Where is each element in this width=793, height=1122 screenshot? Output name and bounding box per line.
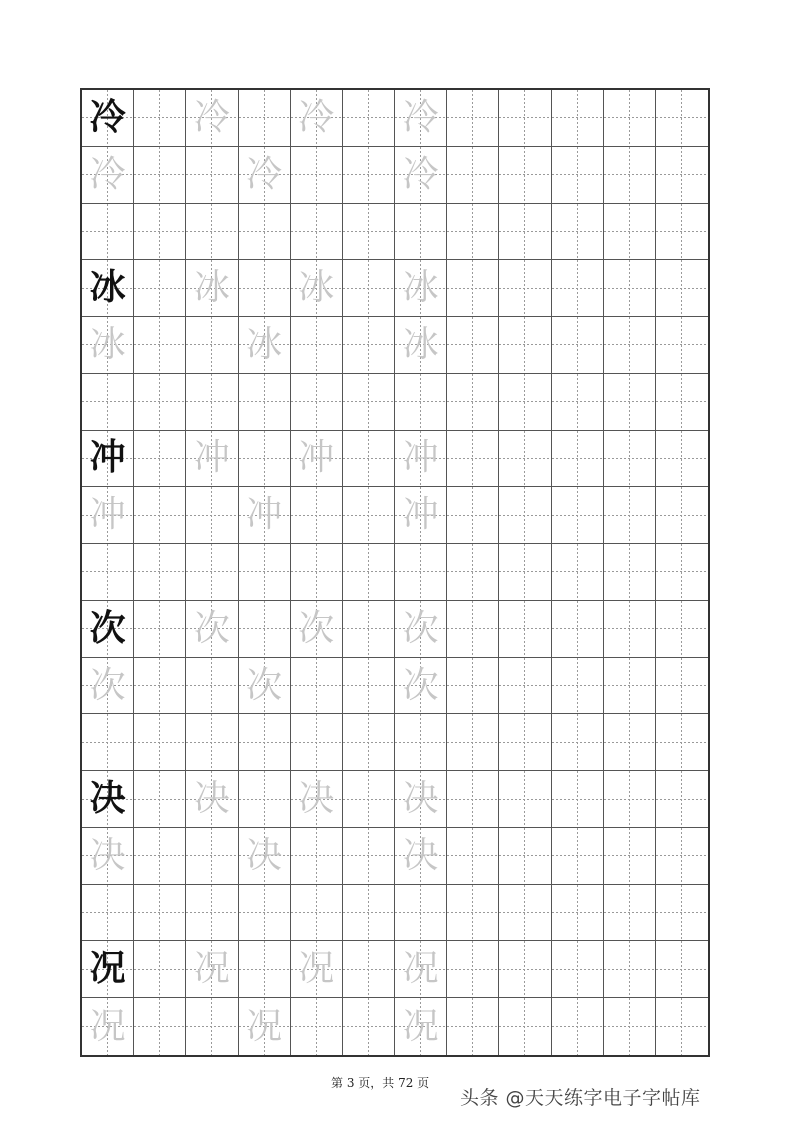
grid-cell: [239, 885, 291, 942]
grid-cell: [552, 885, 604, 942]
grid-cell: [186, 317, 238, 374]
grid-cell: [395, 544, 447, 601]
grid-cell: [499, 260, 551, 317]
grid-cell: [656, 204, 708, 261]
grid-cell: [395, 90, 447, 147]
grid-cell: [604, 828, 656, 885]
trace-character: 冷: [193, 96, 230, 138]
grid-cell: [82, 260, 134, 317]
grid-cell: [239, 317, 291, 374]
grid-cell: [395, 204, 447, 261]
grid-cell: [134, 487, 186, 544]
grid-cell: [291, 828, 343, 885]
grid-cell: [82, 601, 134, 658]
grid-cell: [552, 260, 604, 317]
grid-cell: [291, 204, 343, 261]
grid-cell: [395, 714, 447, 771]
grid-cell: [134, 431, 186, 488]
grid-cell: [395, 317, 447, 374]
grid-cell: [134, 147, 186, 204]
grid-cell: [447, 147, 499, 204]
grid-cell: [343, 90, 395, 147]
grid-cell: [82, 714, 134, 771]
grid-cell: [552, 658, 604, 715]
grid-cell: [499, 317, 551, 374]
grid-cell: [447, 317, 499, 374]
grid-cell: [604, 998, 656, 1055]
grid-cell: [291, 374, 343, 431]
grid-cell: [499, 771, 551, 828]
grid-cell: [656, 90, 708, 147]
grid-cell: [134, 941, 186, 998]
grid-cell: [239, 260, 291, 317]
grid-cell: [134, 260, 186, 317]
grid-cell: [134, 828, 186, 885]
grid-cell: [656, 601, 708, 658]
grid-cell: [291, 714, 343, 771]
trace-character: 次: [89, 664, 126, 706]
grid-cell: [82, 374, 134, 431]
grid-cell: [82, 90, 134, 147]
grid-cell: [186, 601, 238, 658]
grid-cell: [604, 941, 656, 998]
trace-character: 冲: [89, 494, 126, 536]
grid-cell: [499, 544, 551, 601]
grid-cell: [656, 431, 708, 488]
grid-cell: [499, 828, 551, 885]
grid-cell: [82, 317, 134, 374]
trace-character: 次: [402, 607, 439, 649]
grid-cell: [604, 317, 656, 374]
grid-cell: [447, 658, 499, 715]
grid-cell: [343, 374, 395, 431]
grid-cell: [604, 544, 656, 601]
trace-character: 次: [193, 607, 230, 649]
grid-cell: [134, 885, 186, 942]
grid-cell: [656, 147, 708, 204]
grid-cell: [186, 431, 238, 488]
grid-cell: [82, 885, 134, 942]
grid-cell: [552, 317, 604, 374]
trace-character: 决: [402, 778, 439, 820]
grid-cell: [656, 374, 708, 431]
grid-cell: [447, 204, 499, 261]
grid-cell: [343, 941, 395, 998]
grid-cell: [291, 487, 343, 544]
grid-cell: [656, 714, 708, 771]
grid-cell: [291, 998, 343, 1055]
grid-cell: [656, 998, 708, 1055]
model-character: 次: [89, 607, 126, 649]
grid-cell: [447, 260, 499, 317]
grid-cell: [499, 714, 551, 771]
grid-cell: [239, 771, 291, 828]
grid-cell: [134, 658, 186, 715]
grid-cell: [343, 431, 395, 488]
grid-cell: [447, 374, 499, 431]
grid-cell: [499, 885, 551, 942]
grid-cell: [343, 828, 395, 885]
trace-character: 决: [246, 834, 283, 876]
grid-cell: [291, 601, 343, 658]
grid-cell: [656, 828, 708, 885]
model-character: 冰: [89, 267, 126, 309]
grid-cell: [82, 828, 134, 885]
model-character: 冷: [89, 96, 126, 138]
grid-cell: [291, 658, 343, 715]
trace-character: 冲: [402, 494, 439, 536]
grid-cell: [239, 998, 291, 1055]
grid-cell: [499, 601, 551, 658]
trace-character: 决: [89, 834, 126, 876]
watermark: 头条 @天天练字电子字帖库: [460, 1087, 701, 1109]
grid-cell: [186, 374, 238, 431]
trace-character: 冲: [193, 437, 230, 479]
trace-character: 次: [246, 664, 283, 706]
trace-character: 冲: [298, 437, 335, 479]
grid-cell: [291, 885, 343, 942]
grid-cell: [447, 90, 499, 147]
grid-cell: [499, 487, 551, 544]
page-number: 第 3 页，共 72 页: [331, 1076, 430, 1090]
grid-cell: [134, 771, 186, 828]
grid-cell: [395, 658, 447, 715]
grid-cell: [186, 204, 238, 261]
grid-cell: [82, 941, 134, 998]
grid-cell: [656, 771, 708, 828]
grid-cell: [343, 658, 395, 715]
grid-cell: [343, 885, 395, 942]
trace-character: 决: [298, 778, 335, 820]
grid-cell: [395, 147, 447, 204]
grid-cell: [134, 544, 186, 601]
trace-character: 况: [246, 1005, 283, 1047]
grid-cell: [343, 998, 395, 1055]
grid-cell: [186, 544, 238, 601]
grid-cell: [395, 487, 447, 544]
grid-cell: [395, 374, 447, 431]
grid-cell: [239, 941, 291, 998]
grid-cell: [604, 487, 656, 544]
grid-cell: [552, 431, 604, 488]
grid-cell: [343, 544, 395, 601]
grid-cell: [656, 885, 708, 942]
grid-cell: [343, 487, 395, 544]
grid-cell: [395, 771, 447, 828]
trace-character: 冷: [402, 153, 439, 195]
grid-cell: [499, 658, 551, 715]
grid-cell: [499, 374, 551, 431]
grid-cell: [134, 601, 186, 658]
grid-cell: [186, 828, 238, 885]
grid-cell: [343, 147, 395, 204]
grid-cell: [604, 714, 656, 771]
grid-cell: [604, 658, 656, 715]
grid-cell: [239, 90, 291, 147]
trace-character: 决: [402, 834, 439, 876]
grid-cell: [239, 658, 291, 715]
grid-cell: [604, 260, 656, 317]
grid-cell: [134, 714, 186, 771]
grid-cell: [239, 147, 291, 204]
grid-cell: [82, 147, 134, 204]
grid-cell: [239, 204, 291, 261]
grid-cell: [82, 771, 134, 828]
grid-cell: [395, 828, 447, 885]
grid-cell: [552, 544, 604, 601]
grid-cell: [499, 204, 551, 261]
grid-cell: [656, 317, 708, 374]
grid-cell: [186, 885, 238, 942]
grid-cell: [447, 941, 499, 998]
grid-cell: [552, 487, 604, 544]
grid-cell: [656, 544, 708, 601]
grid-cell: [343, 317, 395, 374]
grid-cell: [343, 714, 395, 771]
trace-character: 况: [298, 948, 335, 990]
grid-cell: [343, 771, 395, 828]
grid-cell: [656, 941, 708, 998]
grid-cell: [656, 658, 708, 715]
grid-cell: [134, 90, 186, 147]
grid-cell: [239, 601, 291, 658]
grid-cell: [239, 714, 291, 771]
trace-character: 冰: [246, 323, 283, 365]
grid-cell: [552, 90, 604, 147]
trace-character: 况: [402, 948, 439, 990]
grid-cell: [604, 90, 656, 147]
grid-cell: [186, 714, 238, 771]
grid-cell: [134, 998, 186, 1055]
grid-cell: [134, 204, 186, 261]
grid-cell: [395, 885, 447, 942]
grid-cell: [395, 998, 447, 1055]
grid-cell: [447, 601, 499, 658]
grid-cell: [343, 601, 395, 658]
grid-cell: [395, 431, 447, 488]
trace-character: 次: [298, 607, 335, 649]
grid-cell: [552, 941, 604, 998]
grid-cell: [239, 374, 291, 431]
trace-character: 冰: [298, 267, 335, 309]
grid-cell: [82, 431, 134, 488]
grid-cell: [499, 147, 551, 204]
grid-cell: [291, 90, 343, 147]
grid-cell: [447, 771, 499, 828]
grid-cell: [552, 771, 604, 828]
grid-cell: [499, 998, 551, 1055]
trace-character: 冲: [402, 437, 439, 479]
grid-cell: [291, 771, 343, 828]
grid-cell: [604, 431, 656, 488]
grid-cell: [134, 317, 186, 374]
trace-character: 次: [402, 664, 439, 706]
grid-cell: [656, 487, 708, 544]
model-character: 决: [89, 778, 126, 820]
grid-cell: [499, 941, 551, 998]
grid-cell: [447, 998, 499, 1055]
grid-cell: [291, 260, 343, 317]
grid-cell: [499, 431, 551, 488]
trace-character: 冰: [193, 267, 230, 309]
practice-grid: [80, 88, 710, 1057]
grid-cell: [291, 941, 343, 998]
model-character: 况: [89, 948, 126, 990]
grid-cell: [447, 828, 499, 885]
grid-cell: [291, 317, 343, 374]
grid-cell: [552, 714, 604, 771]
grid-cell: [291, 147, 343, 204]
grid-cell: [552, 601, 604, 658]
grid-cell: [552, 147, 604, 204]
trace-character: 冰: [402, 267, 439, 309]
grid-cell: [82, 204, 134, 261]
grid-cell: [395, 601, 447, 658]
trace-character: 冷: [89, 153, 126, 195]
grid-cell: [82, 658, 134, 715]
grid-cell: [552, 828, 604, 885]
grid-cell: [447, 544, 499, 601]
grid-cell: [186, 658, 238, 715]
trace-character: 决: [193, 778, 230, 820]
grid-cell: [343, 260, 395, 317]
grid-cell: [395, 941, 447, 998]
grid-cell: [186, 260, 238, 317]
grid-cell: [552, 374, 604, 431]
grid-cell: [186, 487, 238, 544]
grid-cell: [343, 204, 395, 261]
grid-cell: [604, 771, 656, 828]
grid-cell: [239, 544, 291, 601]
grid-cell: [186, 941, 238, 998]
grid-cell: [239, 431, 291, 488]
grid-cell: [447, 885, 499, 942]
grid-cell: [239, 828, 291, 885]
grid-cell: [82, 998, 134, 1055]
grid-cell: [186, 90, 238, 147]
trace-character: 冰: [402, 323, 439, 365]
grid-cell: [395, 260, 447, 317]
grid-cell: [552, 998, 604, 1055]
grid-cell: [604, 885, 656, 942]
grid-cell: [604, 204, 656, 261]
trace-character: 冷: [298, 96, 335, 138]
grid-cell: [656, 260, 708, 317]
grid-cell: [447, 714, 499, 771]
grid-cell: [447, 431, 499, 488]
grid-cell: [552, 204, 604, 261]
grid-cell: [82, 487, 134, 544]
model-character: 冲: [89, 437, 126, 479]
grid-cell: [134, 374, 186, 431]
grid-cell: [239, 487, 291, 544]
trace-character: 况: [89, 1005, 126, 1047]
trace-character: 冷: [246, 153, 283, 195]
trace-character: 冰: [89, 323, 126, 365]
grid-cell: [82, 544, 134, 601]
grid-cell: [499, 90, 551, 147]
grid-cell: [604, 147, 656, 204]
grid-cell: [186, 998, 238, 1055]
trace-character: 况: [193, 948, 230, 990]
grid-cell: [447, 487, 499, 544]
grid-cell: [186, 147, 238, 204]
grid-cell: [604, 601, 656, 658]
grid-cell: [186, 771, 238, 828]
trace-character: 况: [402, 1005, 439, 1047]
grid-cell: [291, 544, 343, 601]
grid-cell: [291, 431, 343, 488]
trace-character: 冷: [402, 96, 439, 138]
grid-cell: [604, 374, 656, 431]
trace-character: 冲: [246, 494, 283, 536]
